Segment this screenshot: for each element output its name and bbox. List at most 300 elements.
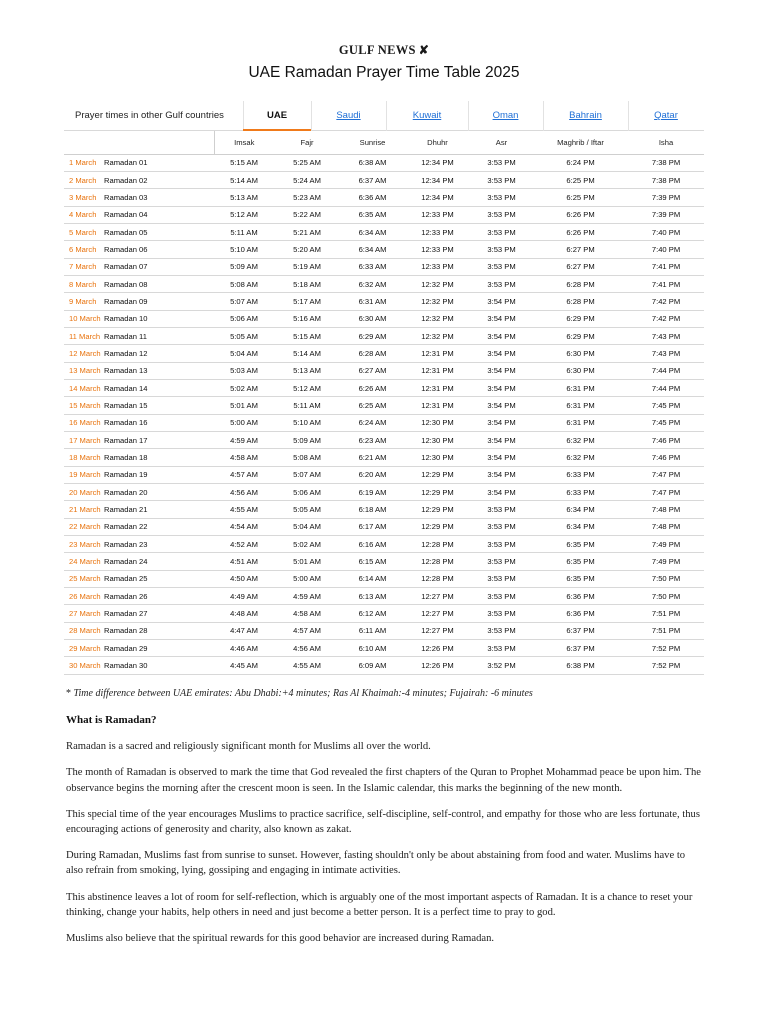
cell-fajr: 5:14 AM [274,345,340,362]
cell-asr: 3:53 PM [470,171,533,188]
table-row [64,588,704,605]
cell-asr: 3:54 PM [470,293,533,310]
row-ramadan-day: Ramadan 08 [102,275,214,292]
row-date: 13 March [64,362,102,379]
cell-sunrise: 6:34 AM [340,241,405,258]
cell-sunrise: 6:15 AM [340,553,405,570]
row-ramadan-day: Ramadan 12 [102,345,214,362]
cell-fajr: 5:19 AM [274,258,340,275]
cell-sunrise: 6:12 AM [340,605,405,622]
cell-dhuhr: 12:28 PM [405,570,470,587]
cell-isha: 7:51 PM [628,622,704,639]
cell-fajr: 5:23 AM [274,189,340,206]
cell-maghrib-iftar: 6:33 PM [533,484,628,501]
cell-asr: 3:54 PM [470,466,533,483]
cell-dhuhr: 12:33 PM [405,241,470,258]
row-date: 18 March [64,449,102,466]
cell-dhuhr: 12:28 PM [405,536,470,553]
cell-asr: 3:53 PM [470,605,533,622]
table-row [64,223,704,240]
cell-fajr: 4:57 AM [274,622,340,639]
row-date: 20 March [64,484,102,501]
cell-fajr: 5:13 AM [274,362,340,379]
cell-imsak: 5:12 AM [214,206,274,223]
cell-maghrib-iftar: 6:28 PM [533,275,628,292]
row-date: 24 March [64,553,102,570]
cell-fajr: 5:17 AM [274,293,340,310]
cell-isha: 7:48 PM [628,518,704,535]
cell-dhuhr: 12:29 PM [405,518,470,535]
cell-sunrise: 6:18 AM [340,501,405,518]
cell-asr: 3:54 PM [470,449,533,466]
row-ramadan-day: Ramadan 10 [102,310,214,327]
cell-fajr: 5:25 AM [274,154,340,171]
cell-isha: 7:50 PM [628,570,704,587]
row-date: 22 March [64,518,102,535]
cell-fajr: 5:07 AM [274,466,340,483]
cell-asr: 3:53 PM [470,570,533,587]
row-ramadan-day: Ramadan 13 [102,362,214,379]
cell-imsak: 5:03 AM [214,362,274,379]
cell-imsak: 4:58 AM [214,449,274,466]
cell-fajr: 4:55 AM [274,657,340,674]
cell-dhuhr: 12:32 PM [405,293,470,310]
cell-dhuhr: 12:30 PM [405,449,470,466]
cell-dhuhr: 12:30 PM [405,414,470,431]
row-ramadan-day: Ramadan 05 [102,223,214,240]
row-date: 28 March [64,622,102,639]
article-body [66,713,704,957]
cell-dhuhr: 12:29 PM [405,501,470,518]
page-title: UAE Ramadan Prayer Time Table 2025 [248,64,520,81]
cell-sunrise: 6:14 AM [340,570,405,587]
cell-maghrib-iftar: 6:35 PM [533,536,628,553]
row-ramadan-day: Ramadan 25 [102,570,214,587]
cell-maghrib-iftar: 6:34 PM [533,518,628,535]
cell-fajr: 5:01 AM [274,553,340,570]
cell-isha: 7:41 PM [628,258,704,275]
cell-imsak: 4:48 AM [214,605,274,622]
row-date: 11 March [64,327,102,344]
row-ramadan-day: Ramadan 29 [102,640,214,657]
logo-text: GULF NEWS [338,43,416,57]
row-date: 8 March [64,275,102,292]
table-row [64,553,704,570]
row-ramadan-day: Ramadan 22 [102,518,214,535]
cell-maghrib-iftar: 6:26 PM [533,223,628,240]
article-paragraph: This special time of the year encourages Muslims to practice sacrifice, self-discipline, self-control, and empathy for those who are less fortunate, thus encouraging actions of generosity and charity, also known as zakat. [66,808,700,836]
header-asr: Asr [470,131,533,154]
table-row [64,345,704,362]
cell-sunrise: 6:23 AM [340,432,405,449]
cell-maghrib-iftar: 6:32 PM [533,432,628,449]
row-ramadan-day: Ramadan 06 [102,241,214,258]
cell-sunrise: 6:27 AM [340,362,405,379]
cell-maghrib-iftar: 6:37 PM [533,640,628,657]
cell-asr: 3:53 PM [470,622,533,639]
cell-asr: 3:53 PM [470,223,533,240]
gulf-news-logo[interactable] [0,43,768,58]
table-row [64,432,704,449]
table-row [64,310,704,327]
table-row [64,241,704,258]
cell-asr: 3:54 PM [470,397,533,414]
table-row [64,154,704,171]
cell-sunrise: 6:16 AM [340,536,405,553]
header-fajr: Fajr [274,131,340,154]
row-date: 9 March [64,293,102,310]
row-date: 7 March [64,258,102,275]
row-date: 10 March [64,310,102,327]
cell-fajr: 5:04 AM [274,518,340,535]
cell-imsak: 5:13 AM [214,189,274,206]
row-date: 3 March [64,189,102,206]
row-ramadan-day: Ramadan 17 [102,432,214,449]
cell-asr: 3:54 PM [470,432,533,449]
table-row [64,362,704,379]
cell-sunrise: 6:37 AM [340,171,405,188]
cell-maghrib-iftar: 6:27 PM [533,241,628,258]
row-date: 4 March [64,206,102,223]
row-ramadan-day: Ramadan 07 [102,258,214,275]
cell-dhuhr: 12:34 PM [405,189,470,206]
cell-fajr: 5:20 AM [274,241,340,258]
cell-isha: 7:42 PM [628,293,704,310]
cell-isha: 7:46 PM [628,432,704,449]
cell-fajr: 5:11 AM [274,397,340,414]
table-row [64,206,704,223]
cell-isha: 7:46 PM [628,449,704,466]
table-row [64,379,704,396]
cell-maghrib-iftar: 6:30 PM [533,362,628,379]
cell-maghrib-iftar: 6:33 PM [533,466,628,483]
cell-sunrise: 6:38 AM [340,154,405,171]
row-ramadan-day: Ramadan 19 [102,466,214,483]
cell-maghrib-iftar: 6:29 PM [533,310,628,327]
cell-asr: 3:54 PM [470,484,533,501]
cell-fajr: 5:12 AM [274,379,340,396]
cell-asr: 3:54 PM [470,310,533,327]
row-ramadan-day: Ramadan 03 [102,189,214,206]
cell-imsak: 5:00 AM [214,414,274,431]
cell-imsak: 4:55 AM [214,501,274,518]
cell-isha: 7:44 PM [628,362,704,379]
row-ramadan-day: Ramadan 20 [102,484,214,501]
article-paragraph: Muslims also believe that the spiritual rewards for this good behavior are increased during Ramadan. [66,933,495,945]
cell-isha: 7:41 PM [628,275,704,292]
table-row [64,275,704,292]
tab-saudi[interactable]: Saudi [336,110,361,121]
row-ramadan-day: Ramadan 30 [102,657,214,674]
row-date: 17 March [64,432,102,449]
cell-dhuhr: 12:32 PM [405,275,470,292]
cell-dhuhr: 12:30 PM [405,432,470,449]
cell-imsak: 5:01 AM [214,397,274,414]
cell-imsak: 4:49 AM [214,588,274,605]
cell-asr: 3:54 PM [470,414,533,431]
cell-asr: 3:53 PM [470,501,533,518]
table-header-row [64,131,704,154]
cell-isha: 7:51 PM [628,605,704,622]
cell-maghrib-iftar: 6:31 PM [533,414,628,431]
note-text: Time difference between UAE emirates: Abu Dhabi:+4 minutes; Ras Al Khaimah:-4 minutes; Fujairah: -6 minutes [73,688,533,699]
cell-sunrise: 6:24 AM [340,414,405,431]
cell-fajr: 5:16 AM [274,310,340,327]
cell-dhuhr: 12:31 PM [405,362,470,379]
row-date: 6 March [64,241,102,258]
cell-dhuhr: 12:27 PM [405,588,470,605]
cell-isha: 7:45 PM [628,397,704,414]
cell-fajr: 5:21 AM [274,223,340,240]
table-row [64,327,704,344]
cell-isha: 7:43 PM [628,345,704,362]
cell-maghrib-iftar: 6:28 PM [533,293,628,310]
cell-imsak: 5:09 AM [214,258,274,275]
cell-imsak: 5:05 AM [214,327,274,344]
cell-maghrib-iftar: 6:35 PM [533,553,628,570]
row-date: 2 March [64,171,102,188]
cell-asr: 3:53 PM [470,258,533,275]
cell-maghrib-iftar: 6:27 PM [533,258,628,275]
row-ramadan-day: Ramadan 09 [102,293,214,310]
article-paragraph: During Ramadan, Muslims fast from sunrise to sunset. However, fasting shouldn't only be about abstaining from food and water. Muslims have to also refrain from smoking, lying, gossiping and engaging in intimate activities. [66,850,686,877]
cell-dhuhr: 12:34 PM [405,154,470,171]
table-row [64,189,704,206]
header-imsak: Imsak [214,131,274,154]
cell-sunrise: 6:19 AM [340,484,405,501]
cell-imsak: 4:57 AM [214,466,274,483]
row-ramadan-day: Ramadan 27 [102,605,214,622]
cell-isha: 7:52 PM [628,657,704,674]
row-date: 27 March [64,605,102,622]
cell-maghrib-iftar: 6:31 PM [533,379,628,396]
table-row [64,640,704,657]
cell-fajr: 5:02 AM [274,536,340,553]
cell-sunrise: 6:10 AM [340,640,405,657]
cell-sunrise: 6:26 AM [340,379,405,396]
cell-imsak: 5:02 AM [214,379,274,396]
time-difference-note [66,688,533,699]
cell-imsak: 5:06 AM [214,310,274,327]
cell-imsak: 5:14 AM [214,171,274,188]
cell-maghrib-iftar: 6:34 PM [533,501,628,518]
country-tabs [64,101,704,131]
cell-imsak: 5:04 AM [214,345,274,362]
cell-fajr: 5:09 AM [274,432,340,449]
cell-dhuhr: 12:26 PM [405,640,470,657]
cell-isha: 7:50 PM [628,588,704,605]
cell-asr: 3:53 PM [470,640,533,657]
cell-isha: 7:38 PM [628,154,704,171]
cell-sunrise: 6:20 AM [340,466,405,483]
cell-dhuhr: 12:33 PM [405,223,470,240]
cell-maghrib-iftar: 6:36 PM [533,605,628,622]
cell-fajr: 5:00 AM [274,570,340,587]
cell-sunrise: 6:13 AM [340,588,405,605]
cell-imsak: 4:59 AM [214,432,274,449]
cell-asr: 3:53 PM [470,154,533,171]
cell-sunrise: 6:36 AM [340,189,405,206]
cell-dhuhr: 12:28 PM [405,553,470,570]
cell-isha: 7:47 PM [628,466,704,483]
row-date: 26 March [64,588,102,605]
cell-fajr: 5:24 AM [274,171,340,188]
table-row [64,657,704,674]
cell-sunrise: 6:21 AM [340,449,405,466]
table-row [64,570,704,587]
cell-sunrise: 6:17 AM [340,518,405,535]
header-blank [102,131,214,154]
cell-sunrise: 6:35 AM [340,206,405,223]
row-date: 29 March [64,640,102,657]
cell-isha: 7:39 PM [628,206,704,223]
row-ramadan-day: Ramadan 11 [102,327,214,344]
tab-qatar[interactable]: Qatar [654,110,678,121]
table-row [64,171,704,188]
tab-kuwait[interactable]: Kuwait [412,110,442,121]
cell-dhuhr: 12:26 PM [405,657,470,674]
cell-maghrib-iftar: 6:31 PM [533,397,628,414]
cell-asr: 3:54 PM [470,327,533,344]
cell-sunrise: 6:28 AM [340,345,405,362]
cell-maghrib-iftar: 6:29 PM [533,327,628,344]
cell-dhuhr: 12:34 PM [405,171,470,188]
cell-isha: 7:45 PM [628,414,704,431]
table-row [64,414,704,431]
cell-maghrib-iftar: 6:25 PM [533,171,628,188]
cell-imsak: 4:56 AM [214,484,274,501]
cell-dhuhr: 12:31 PM [405,397,470,414]
row-date: 12 March [64,345,102,362]
cell-imsak: 4:45 AM [214,657,274,674]
cell-imsak: 4:52 AM [214,536,274,553]
cell-fajr: 4:59 AM [274,588,340,605]
cell-isha: 7:42 PM [628,310,704,327]
cell-isha: 7:43 PM [628,327,704,344]
tab-bahrain[interactable]: Bahrain [569,110,602,121]
cell-sunrise: 6:11 AM [340,622,405,639]
cell-dhuhr: 12:32 PM [405,310,470,327]
row-date: 30 March [64,657,102,674]
cell-sunrise: 6:29 AM [340,327,405,344]
table-row [64,293,704,310]
tabs-lead-label: Prayer times in other Gulf countries [75,110,224,121]
table-row [64,622,704,639]
cell-dhuhr: 12:29 PM [405,466,470,483]
row-ramadan-day: Ramadan 28 [102,622,214,639]
cell-isha: 7:52 PM [628,640,704,657]
cell-maghrib-iftar: 6:26 PM [533,206,628,223]
cell-dhuhr: 12:33 PM [405,258,470,275]
cell-asr: 3:53 PM [470,275,533,292]
cell-dhuhr: 12:31 PM [405,345,470,362]
cell-sunrise: 6:32 AM [340,275,405,292]
article-paragraph: Ramadan is a sacred and religiously significant month for Muslims all over the world. [66,741,431,753]
cell-asr: 3:53 PM [470,189,533,206]
cell-isha: 7:49 PM [628,536,704,553]
table-row [64,258,704,275]
header-maghrib-iftar: Maghrib / Iftar [533,131,628,154]
cell-dhuhr: 12:29 PM [405,484,470,501]
header-sunrise: Sunrise [340,131,405,154]
cell-imsak: 4:47 AM [214,622,274,639]
prayer-time-table [64,131,704,675]
cell-fajr: 5:22 AM [274,206,340,223]
row-ramadan-day: Ramadan 21 [102,501,214,518]
row-ramadan-day: Ramadan 16 [102,414,214,431]
article-paragraph: The month of Ramadan is observed to mark the time that God revealed the first chapters of the Quran to Prophet Mohammad peace be upon him. The observance begins the morning after the crescent moon is seen. In the Islamic calendar, this marks the beginning of the new month. [66,767,701,794]
table-row [64,501,704,518]
tab-oman[interactable]: Oman [492,110,519,121]
cell-isha: 7:48 PM [628,501,704,518]
cell-asr: 3:53 PM [470,241,533,258]
row-date: 19 March [64,466,102,483]
cell-isha: 7:44 PM [628,379,704,396]
cell-isha: 7:40 PM [628,223,704,240]
cell-imsak: 4:54 AM [214,518,274,535]
cell-sunrise: 6:34 AM [340,223,405,240]
cell-asr: 3:52 PM [470,657,533,674]
cell-isha: 7:47 PM [628,484,704,501]
cell-fajr: 4:56 AM [274,640,340,657]
cell-dhuhr: 12:32 PM [405,327,470,344]
tab-uae[interactable]: UAE [243,101,311,131]
cell-asr: 3:54 PM [470,345,533,362]
row-ramadan-day: Ramadan 24 [102,553,214,570]
row-date: 21 March [64,501,102,518]
table-row [64,605,704,622]
cell-imsak: 5:10 AM [214,241,274,258]
cell-sunrise: 6:31 AM [340,293,405,310]
cell-dhuhr: 12:31 PM [405,379,470,396]
cell-sunrise: 6:30 AM [340,310,405,327]
table-row [64,466,704,483]
cell-isha: 7:40 PM [628,241,704,258]
cell-asr: 3:53 PM [470,518,533,535]
row-ramadan-day: Ramadan 02 [102,171,214,188]
cell-imsak: 5:07 AM [214,293,274,310]
cell-fajr: 5:18 AM [274,275,340,292]
cell-isha: 7:38 PM [628,171,704,188]
cell-maghrib-iftar: 6:36 PM [533,588,628,605]
header-isha: Isha [628,131,704,154]
header-dhuhr: Dhuhr [405,131,470,154]
cell-maghrib-iftar: 6:37 PM [533,622,628,639]
cell-asr: 3:53 PM [470,206,533,223]
cell-isha: 7:49 PM [628,553,704,570]
cell-fajr: 5:05 AM [274,501,340,518]
table-row [64,518,704,535]
cell-asr: 3:53 PM [470,588,533,605]
row-date: 1 March [64,154,102,171]
table-row [64,449,704,466]
row-date: 25 March [64,570,102,587]
cell-asr: 3:53 PM [470,536,533,553]
header-blank [64,131,102,154]
cell-dhuhr: 12:33 PM [405,206,470,223]
cell-maghrib-iftar: 6:35 PM [533,570,628,587]
cell-sunrise: 6:33 AM [340,258,405,275]
row-date: 23 March [64,536,102,553]
row-date: 5 March [64,223,102,240]
row-ramadan-day: Ramadan 18 [102,449,214,466]
article-paragraph: This abstinence leaves a lot of room for self-reflection, which is arguably one of the most important aspects of Ramadan. It is a chance to reset your thinking, change your habits, help others in need and just become a better person. It is a perfect time to pray to god. [66,891,693,918]
row-ramadan-day: Ramadan 15 [102,397,214,414]
cell-asr: 3:54 PM [470,379,533,396]
cell-maghrib-iftar: 6:25 PM [533,189,628,206]
cell-imsak: 4:51 AM [214,553,274,570]
row-ramadan-day: Ramadan 04 [102,206,214,223]
